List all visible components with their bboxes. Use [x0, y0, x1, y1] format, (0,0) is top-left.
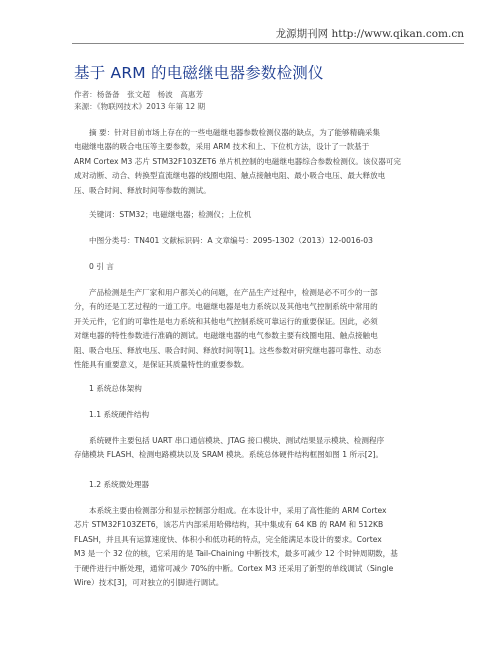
- intro-line: 分，有的还是工艺过程的一道工序。电磁继电器是电力系统以及其他电气控制系统中常用的: [74, 302, 378, 312]
- abstract-line: 成对动断、动合、转换型直流继电器的线圈电阻、触点接触电阻、最小吸合电压、最大释放电: [74, 171, 386, 181]
- section12-line: Wire）技术[3]，可对独立的引脚进行调试。: [74, 578, 224, 588]
- section12-line: 于硬件进行中断处理，通常可减少 70%的中断。Cortex M3 还采用了新型的单线调试（Single: [74, 563, 394, 573]
- section12-line: 芯片 STM32F103ZET6，该芯片内部采用哈佛结构，其中集成有 64 KB 的 RAM 和 512KB: [74, 520, 384, 530]
- classification: [74, 234, 455, 248]
- intro-line: 阻、吸合电压、释放电压、吸合时间、释放时间等[1]。这些参数对研究继电器可靠性、动态: [74, 345, 381, 355]
- section12-line: FLASH，并且具有运算速度快、体积小和低功耗的特点，完全能满足本设计的要求。Cortex: [74, 534, 382, 544]
- abstract-line: 摘 要：针对目前市场上存在的一些电磁继电器参数检测仪器的缺点，为了能够精确采集: [89, 128, 380, 137]
- section12-paragraph-continued: [74, 518, 440, 590]
- header-divider: [72, 43, 464, 44]
- keywords: [74, 208, 455, 222]
- intro-line: 性能具有重要意义，是保证其质量特性的重要参数。: [74, 360, 249, 370]
- intro-line: 开关元件，它们的可靠性是电力系统和其他电气控制系统可靠运行的重要保证。因此，必须: [74, 316, 378, 326]
- article-title: 基于 ARM 的电磁继电器参数检测仪: [74, 64, 324, 82]
- section11-heading: [74, 408, 455, 422]
- section12-heading: [74, 478, 455, 492]
- subsection-heading: 1.2 系统微处理器: [89, 480, 150, 489]
- intro-line: 产品检测是生产厂家和用户都关心的问题，在产品生产过程中，检测是必不可少的一部: [89, 288, 378, 297]
- intro-paragraph-continued: [74, 300, 440, 372]
- source-line: 来源：《物联网技术》2013 年第 12 期: [74, 102, 206, 111]
- abstract-continued: [74, 140, 440, 198]
- section11-line: 存储模块 FLASH、检测电路模块以及 SRAM 模块。系统总体硬件结构框图如图 1 所示[2]。: [74, 450, 384, 460]
- abstract: [74, 126, 455, 140]
- section-heading: 1 系统总体架构: [89, 384, 142, 393]
- authors-line: 作者：杨备备 张文超 杨波 高惠芳: [74, 90, 204, 99]
- section12-line: M3 是一个 32 位的核，它采用的是 Tail-Chaining 中断技术，最多可减少 12 个时钟周期数，基: [74, 549, 398, 559]
- section12-line: 本系统主要由检测部分和显示控制部分组成。在本设计中，采用了高性能的 ARM Cortex: [89, 506, 387, 515]
- site-header: 龙源期刊网 http://www.qikan.com.cn: [275, 28, 464, 40]
- intro-heading: [74, 260, 455, 274]
- section1-heading: [74, 382, 455, 396]
- abstract-line: 电磁继电器的吸合电压等主要参数，采用 ARM 技术和上、下位机方法，设计了一款基于: [74, 142, 370, 152]
- section11-paragraph: [74, 434, 455, 448]
- intro-line: 对继电器的特性参数进行准确的测试。电磁继电器的电气参数主要有线圈电阻、触点接触电: [74, 331, 378, 341]
- intro-paragraph: [74, 286, 455, 300]
- keywords-line: 关键词：STM32；电磁继电器；检测仪；上位机: [89, 210, 252, 219]
- abstract-line: ARM Cortex M3 芯片 STM32F103ZET6 单片机控制的电磁继电器综合参数检测仪。该仪器可完: [74, 156, 401, 166]
- section-heading: 0 引 言: [89, 262, 114, 271]
- section12-paragraph: [74, 504, 455, 518]
- section11-line: 系统硬件主要包括 UART 串口通信模块、JTAG 接口模块、测试结果显示模块、检测程序: [89, 436, 385, 445]
- section11-paragraph-continued: [74, 448, 440, 462]
- subsection-heading: 1.1 系统硬件结构: [89, 410, 150, 419]
- abstract-line: 压、吸合时间、释放时间等参数的测试。: [74, 185, 211, 195]
- classification-line: 中图分类号：TN401 文献标识码：A 文章编号：2095-1302（2013）12-0016-03: [89, 236, 373, 245]
